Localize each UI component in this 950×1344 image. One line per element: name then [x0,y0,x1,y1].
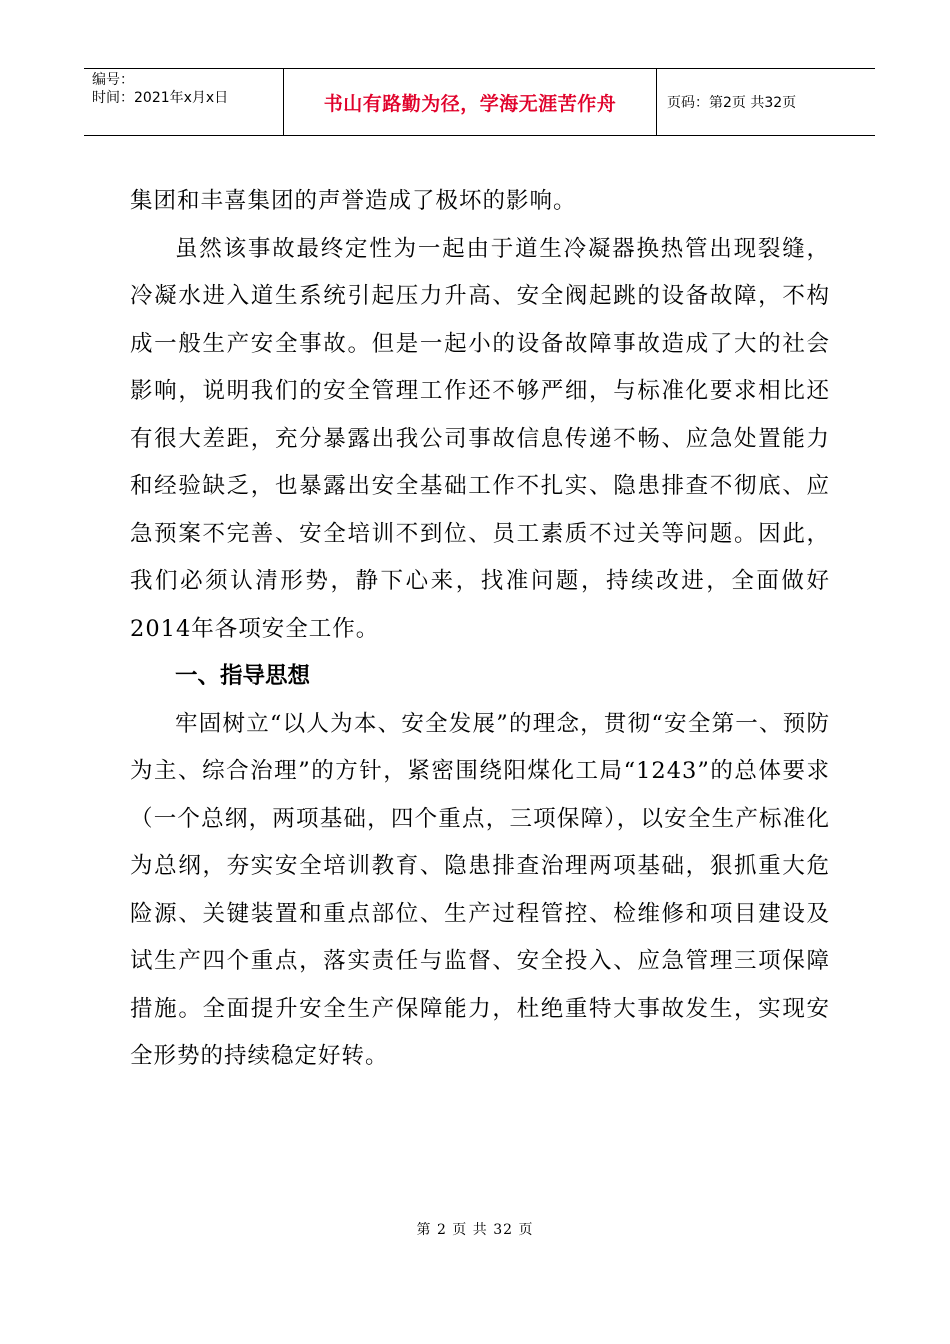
document-date-label: 时间：2021年x月x日 [92,90,229,106]
paragraph-guiding-ideology: 牢固树立“以人为本、安全发展”的理念，贯彻“安全第一、预防为主、综合治理”的方针，紧密围绕阳煤化工局“1243”的总体要求（一个总纲，两项基础，四个重点，三项保障），以安全生产标准化为总纲，夯实安全培训教育、隐患排查治理两项基础，狠抓重大危险源、关键装置和重点部位、生产过程管控、检维修和项目建设及试生产四个重点，落实责任与监督、安全投入、应急管理三项保障措施。全面提升安全生产保障能力，杜绝重特大事故发生，实现安全形势的持续稳定好转。 [130,710,830,1069]
header-motto: 书山有路勤为径，学海无涯苦作舟 [284,69,657,135]
page-header [84,68,875,136]
paragraph-incident-analysis: 虽然该事故最终定性为一起由于道生冷凝器换热管出现裂缝，冷凝水进入道生系统引起压力升高、安全阀起跳的设备故障，不构成一般生产安全事故。但是一起小的设备故障事故造成了大的社会影响，说明我们的安全管理工作还不够严细，与标准化要求相比还有很大差距，充分暴露出我公司事故信息传递不畅、应急处置能力和经验缺乏，也暴露出安全基础工作不扎实、隐患排查不彻底、应急预案不完善、安全培训不到位、员工素质不过关等问题。因此，我们必须认清形势，静下心来，找准问题，持续改进，全面做好2014年各项安全工作。 [130,235,830,642]
page-footer: 第 2 页 共 32 页 [416,1222,534,1238]
section-heading-guiding-ideology: 一、指导思想 [175,663,311,689]
document-body [130,178,830,1081]
document-number-label: 编号： [92,72,134,88]
header-meta [84,69,284,135]
header-page-info: 页码：第2页 共32页 [667,95,797,111]
paragraph-continuation: 集团和丰喜集团的声誉造成了极坏的影响。 [130,188,577,214]
